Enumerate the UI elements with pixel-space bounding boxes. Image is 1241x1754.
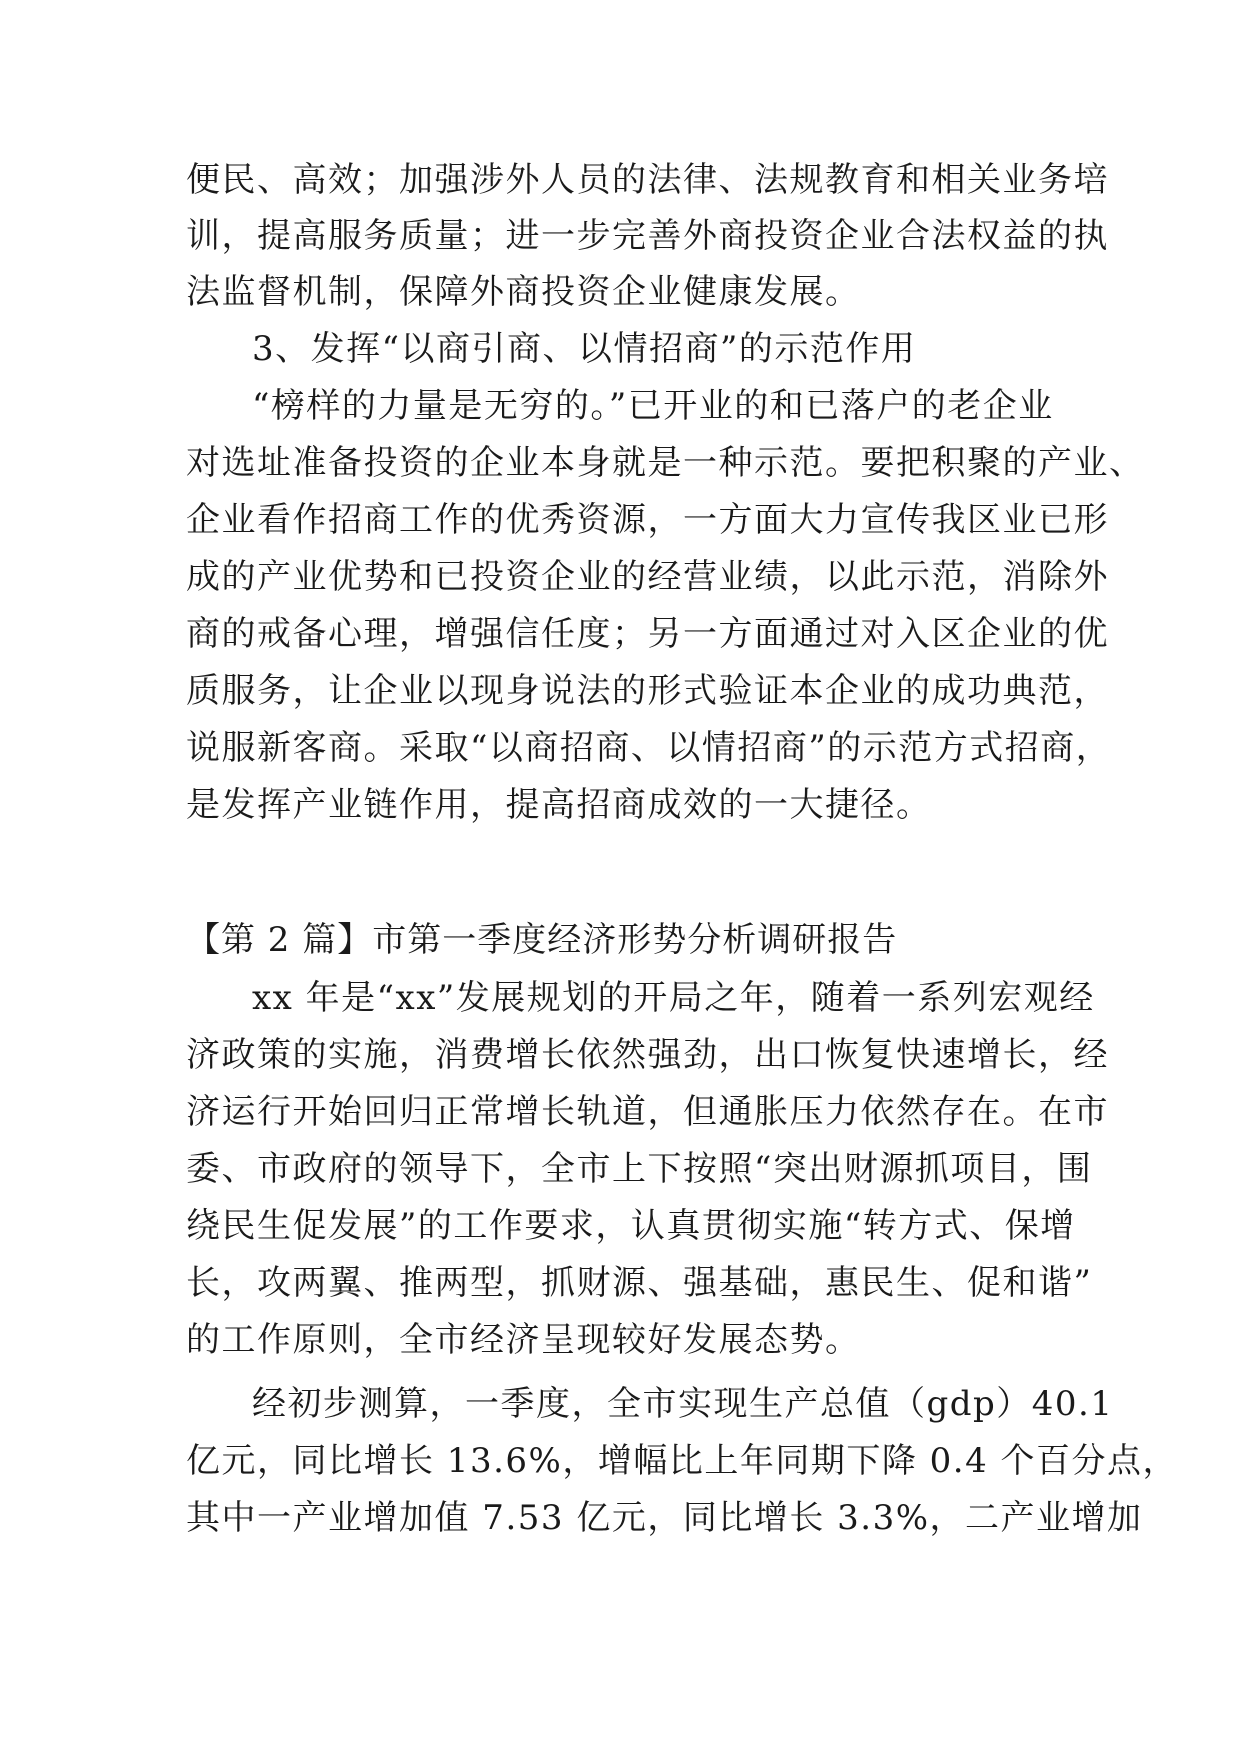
paragraph-line: 便民、高效；加强涉外人员的法律、法规教育和相关业务培 [186,160,1109,200]
paragraph-line: 的工作原则，全市经济呈现较好发展态势。 [186,1320,861,1360]
paragraph-line: xx 年是“xx”发展规划的开局之年，随着一系列宏观经 [252,978,1095,1018]
article-title: 【第 2 篇】市第一季度经济形势分析调研报告 [186,920,898,960]
paragraph-line: 委、市政府的领导下，全市上下按照“突出财源抓项目，围 [186,1149,1093,1189]
paragraph-line: 商的戒备心理，增强信任度；另一方面通过对入区企业的优 [186,614,1109,654]
paragraph-line: 训，提高服务质量；进一步完善外商投资企业合法权益的执 [186,216,1109,256]
paragraph-line: 济运行开始回归正常增长轨道，但通胀压力依然存在。在市 [186,1092,1109,1132]
paragraph-line: 济政策的实施，消费增长依然强劲，出口恢复快速增长，经 [186,1035,1109,1075]
paragraph-line: “榜样的力量是无穷的。”已开业的和已落户的老企业 [252,386,1054,426]
paragraph-line: 质服务，让企业以现身说法的形式验证本企业的成功典范， [186,671,1109,711]
paragraph-line: 法监督机制，保障外商投资企业健康发展。 [186,272,861,312]
paragraph-line: 其中一产业增加值 7.53 亿元，同比增长 3.3%，二产业增加 [186,1498,1143,1538]
paragraph-line: 对选址准备投资的企业本身就是一种示范。要把积聚的产业、 [186,443,1145,483]
paragraph-line: 长，攻两翼、推两型，抓财源、强基础，惠民生、促和谐” [186,1263,1093,1303]
paragraph-line: 说服新客商。采取“以商招商、以情招商”的示范方式招商， [186,728,1112,768]
paragraph-line: 成的产业优势和已投资企业的经营业绩，以此示范，消除外 [186,557,1109,597]
paragraph-line: 经初步测算，一季度，全市实现生产总值（gdp）40.1 [252,1384,1114,1424]
paragraph-line: 亿元，同比增长 13.6%，增幅比上年同期下降 0.4 个百分点， [186,1441,1179,1481]
paragraph-line: 企业看作招商工作的优秀资源，一方面大力宣传我区业已形 [186,500,1109,540]
paragraph-line: 绕民生促发展”的工作要求，认真贯彻实施“转方式、保增 [186,1206,1076,1246]
section-subheading: 3、发挥“以商引商、以情招商”的示范作用 [252,329,917,369]
paragraph-line: 是发挥产业链作用，提高招商成效的一大捷径。 [186,785,932,825]
